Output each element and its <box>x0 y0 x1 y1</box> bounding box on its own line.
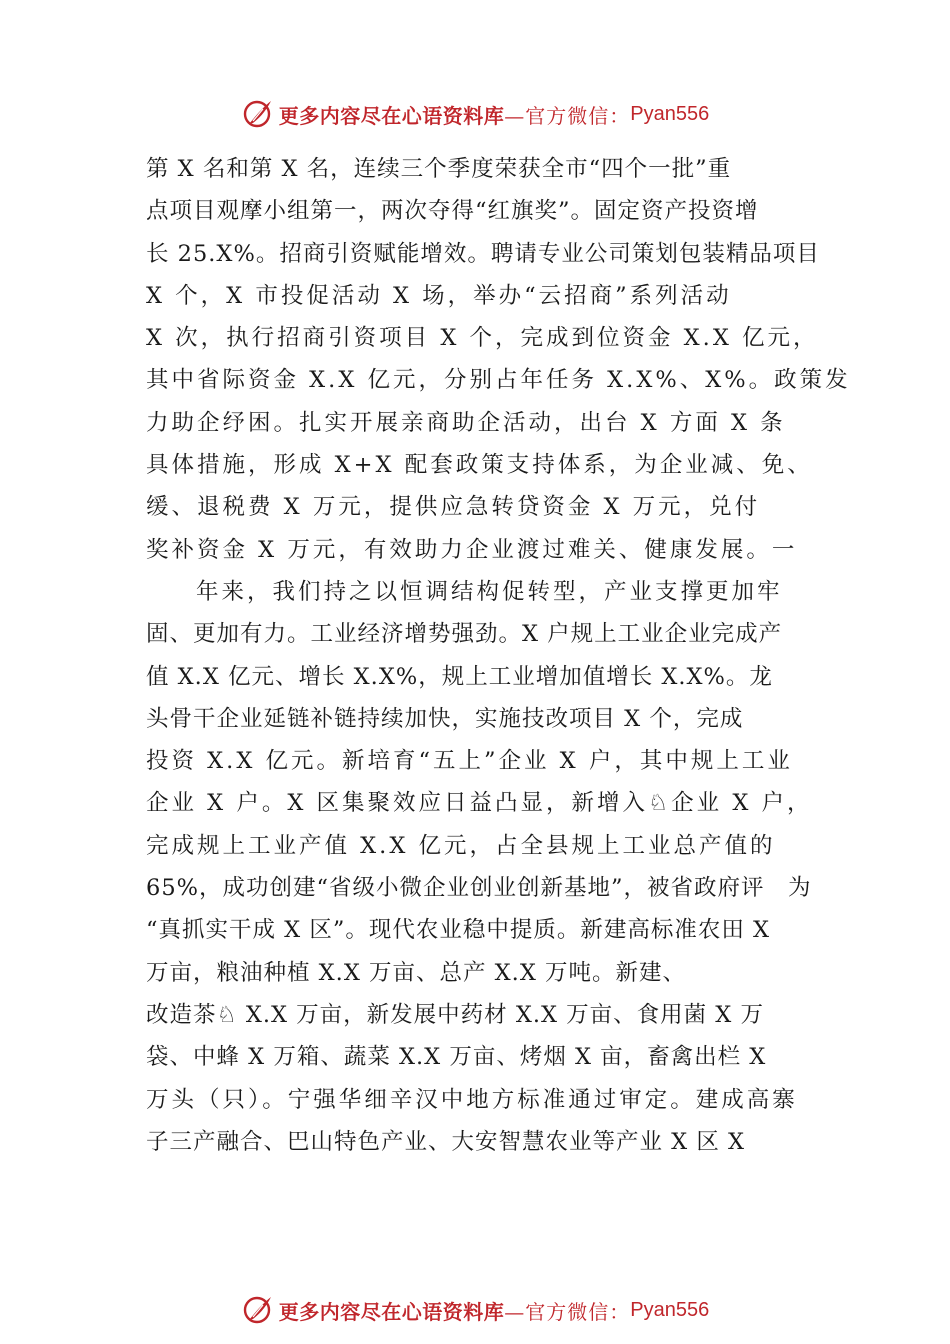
text-line: 其中省际资金 X.X 亿元，分别占年任务 X.X%、X%。政策发 <box>146 367 851 394</box>
header-banner <box>0 94 950 134</box>
text-line: X 个，X 市投促活动 X 场，举办“云招商”系列活动 <box>146 282 732 309</box>
text-line: 年来，我们持之以恒调结构促转型，产业支撑更加牢 <box>196 578 783 605</box>
banner-subtitle: —官方微信： <box>504 1299 631 1324</box>
text-line: 点项目观摩小组第一，两次夺得“红旗奖”。固定资产投资增 <box>146 198 759 225</box>
text-line: 完成规上工业产值 X.X 亿元，占全县规上工业总产值的 <box>146 832 776 859</box>
document-body <box>146 148 851 1163</box>
text-line: 子三产融合、巴山特色产业、大安智慧农业等产业 X 区 X <box>146 1128 745 1155</box>
text-line: 第 X 名和第 X 名，连续三个季度荣获全市“四个一批”重 <box>146 156 732 182</box>
banner-wechat-id: Pyan556 <box>630 1298 710 1321</box>
text-line: 缓、退税费 X 万元，提供应急转贷资金 X 万元，兑付 <box>146 494 761 521</box>
text-line: 固、更加有力。工业经济增势强劲。X 户规上工业企业完成产 <box>146 621 783 648</box>
banner-subtitle: —官方微信： <box>504 103 631 128</box>
text-line: 改造茶♘ X.X 万亩，新发展中药材 X.X 万亩、食用菌 X 万 <box>146 1001 764 1028</box>
text-line: 值 X.X 亿元、增长 X.X%，规上工业增加值增长 X.X%。龙 <box>146 663 773 690</box>
text-line: X 次，执行招商引资项目 X 个，完成到位资金 X.X 亿元， <box>146 325 819 352</box>
banner-wechat-id: Pyan556 <box>630 102 710 125</box>
text-line: “真抓实干成 X 区”。现代农业稳中提质。新建高标准农田 X <box>146 917 770 944</box>
quill-logo-icon <box>241 1293 275 1327</box>
text-line: 企业 X 户。X 区集聚效应日益凸显，新增入♘企业 X 户， <box>146 790 813 817</box>
text-line: 长 25.X%。招商引资赋能增效。聘请专业公司策划包装精品项目 <box>146 240 820 267</box>
footer-banner <box>0 1290 950 1330</box>
text-line: 力助企纾困。扎实开展亲商助企活动，出台 X 方面 X 条 <box>146 409 786 436</box>
quill-logo-icon <box>241 97 275 131</box>
text-line: 万亩，粮油种植 X.X 万亩、总产 X.X 万吨。新建、 <box>146 959 686 986</box>
banner-title: 更多内容尽在心语资料库 <box>278 103 505 128</box>
text-line: 头骨干企业延链补链持续加快，实施技改项目 X 个，完成 <box>146 705 744 732</box>
text-line: 具体措施，形成 X+X 配套政策支持体系，为企业减、免、 <box>146 452 813 479</box>
banner-title: 更多内容尽在心语资料库 <box>278 1299 505 1324</box>
text-line: 投资 X.X 亿元。新培育“五上”企业 X 户，其中规上工业 <box>146 748 793 775</box>
text-line: 袋、中蜂 X 万箱、蔬菜 X.X 万亩、烤烟 X 亩，畜禽出栏 X <box>146 1044 767 1071</box>
text-line: 奖补资金 X 万元，有效助力企业渡过难关、健康发展。一 <box>146 536 798 563</box>
text-line: 万头（只）。宁强华细辛汉中地方标准通过审定。建成高寨 <box>146 1086 798 1113</box>
text-line: 65%，成功创建“省级小微企业创业创新基地”，被省政府评 为 <box>146 875 812 902</box>
